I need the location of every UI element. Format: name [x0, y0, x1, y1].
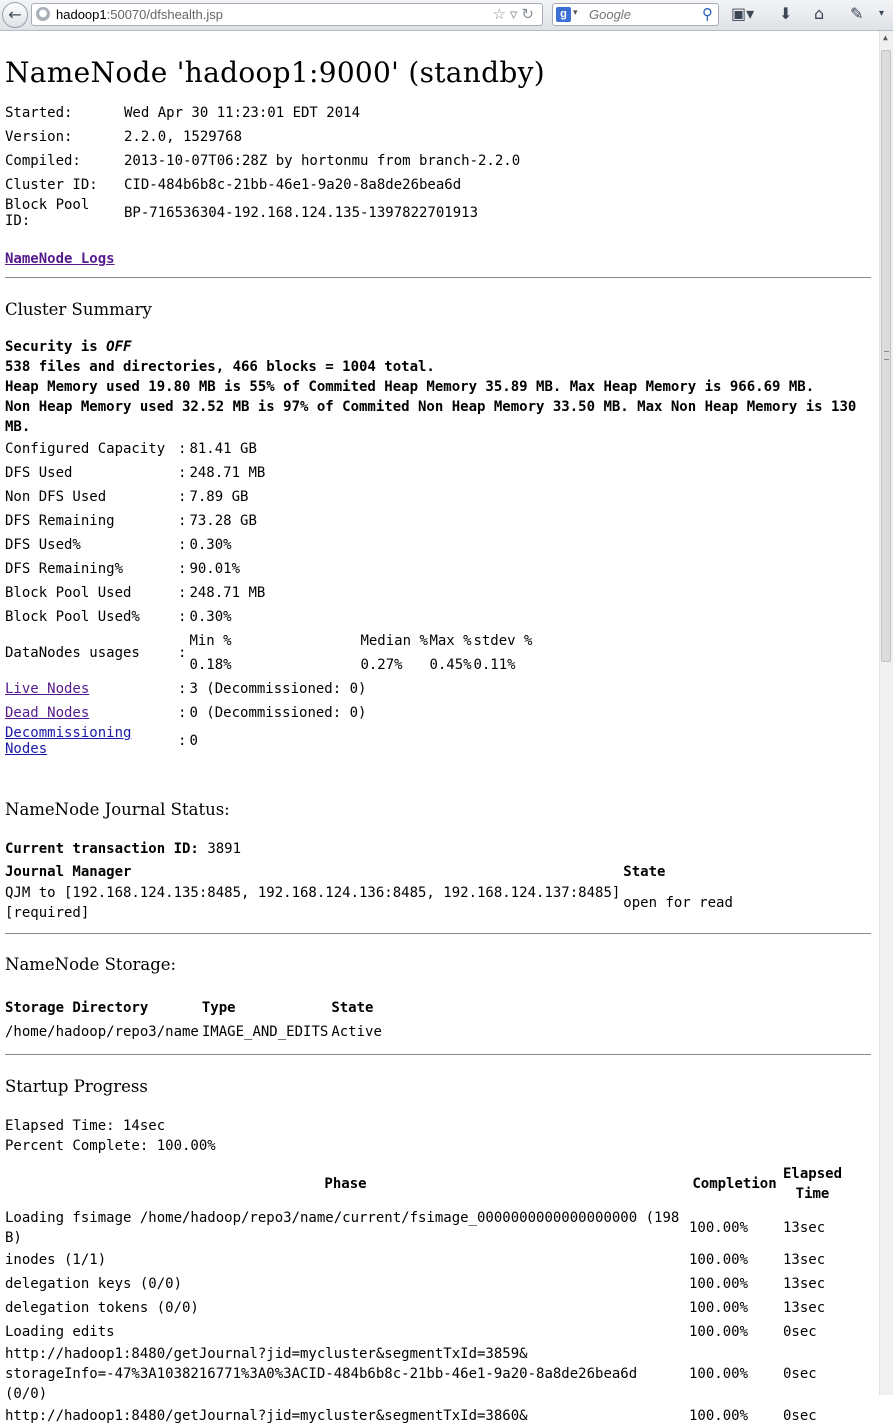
vertical-scrollbar[interactable] [879, 31, 893, 1395]
namenode-info-table [2, 101, 523, 229]
page-title: NameNode 'hadoop1:9000' (standby) [5, 56, 545, 89]
startup-phase-row [5, 1248, 842, 1272]
journal-status-heading: NameNode Journal Status: [5, 800, 230, 819]
phase-completion: 100.00% [689, 1408, 749, 1424]
phase-elapsed: 0sec [783, 1408, 817, 1424]
journal-state-value: open for read [623, 895, 733, 911]
capacity-row [5, 485, 532, 509]
usage-median-header: Median % [360, 633, 428, 649]
startup-phase-row [5, 1344, 842, 1404]
elapsed-header-line1: Elapsed [783, 1166, 843, 1182]
nonheap-memory-summary: Non Heap Memory used 32.52 MB is 97% of Commited Non Heap Memory 33.50 MB. Max Non Heap Memory is 130 MB. [5, 399, 857, 435]
phase-cell [5, 1272, 686, 1296]
colon: : [178, 585, 187, 601]
started-label: Started: [5, 105, 73, 121]
reload-icon[interactable]: ↻ [521, 5, 538, 23]
startup-phase-row [5, 1296, 842, 1320]
storage-state-value: Active [331, 1024, 382, 1040]
phase-name-continued: storageInfo=-47%3A1038216771%3A0%3ACID-484b6b8c-21bb-46e1-9a20-8a8de26bea6d (0/0) [5, 1366, 638, 1402]
browser-toolbar [0, 0, 893, 31]
startup-progress-table [2, 1160, 845, 1428]
capacity-label: Block Pool Used% [5, 609, 140, 625]
usage-max-header: Max % [429, 633, 472, 649]
capacity-label: DFS Remaining [5, 513, 115, 529]
colon: : [178, 441, 187, 457]
search-icon[interactable]: ⚲ [702, 5, 713, 23]
colon: : [178, 489, 187, 505]
heap-memory-summary: Heap Memory used 19.80 MB is 55% of Commited Heap Memory 35.89 MB. Max Heap Memory is 966.69 MB. [5, 379, 815, 395]
capacity-row [5, 461, 532, 485]
phase-cell [5, 1248, 686, 1272]
search-input[interactable] [589, 7, 689, 22]
colon: : [178, 609, 187, 625]
phase-completion: 100.00% [689, 1252, 749, 1268]
journal-manager-line2: [required] [5, 905, 90, 921]
txid-value: 3891 [207, 841, 242, 857]
capacity-label: Non DFS Used [5, 489, 107, 505]
decommissioning-nodes-link[interactable]: Decommissioning Nodes [5, 725, 132, 757]
capacity-label: Block Pool Used [5, 585, 132, 601]
overflow-menu-icon[interactable]: ▾ [879, 8, 885, 19]
startup-phase-row [5, 1208, 842, 1248]
storage-heading: NameNode Storage: [5, 955, 177, 974]
colon: : [178, 513, 187, 529]
dropdown-arrow-icon[interactable]: ▿ [509, 5, 522, 23]
current-txid [5, 839, 871, 859]
phase-name: inodes (1/1) [5, 1252, 107, 1268]
dead-nodes-value: 0 (Decommissioned: 0) [189, 705, 367, 721]
compiled-label: Compiled: [5, 153, 81, 169]
phase-elapsed: 13sec [783, 1252, 826, 1268]
phase-name: delegation tokens (0/0) [5, 1300, 199, 1316]
usage-median-value: 0.27% [360, 657, 403, 673]
storage-dir-value: /home/hadoop/repo3/name [5, 1024, 199, 1040]
capacity-value: 90.01% [189, 561, 241, 577]
capacity-value: 0.30% [189, 609, 232, 625]
google-engine-icon[interactable]: g [556, 7, 571, 22]
usage-stdev-value: 0.11% [473, 657, 516, 673]
compiled-value: 2013-10-07T06:28Z by hortonmu from branch-2.2.0 [124, 153, 521, 169]
elapsed-time-header [783, 1160, 842, 1208]
elapsed-header-line2: Time [795, 1186, 830, 1202]
namenode-logs-link[interactable]: NameNode Logs [5, 251, 115, 267]
phase-name: Loading edits [5, 1324, 115, 1340]
cluster-id-value: CID-484b6b8c-21bb-46e1-9a20-8a8de26bea6d [124, 177, 462, 193]
usages-table [189, 629, 532, 677]
startup-phase-row [5, 1320, 842, 1344]
phase-completion: 100.00% [689, 1300, 749, 1316]
capacity-label: DFS Remaining% [5, 561, 124, 577]
security-prefix: Security is [5, 339, 107, 355]
phase-name: http://hadoop1:8480/getJournal?jid=mycluster&segmentTxId=3860& [5, 1408, 528, 1424]
capacity-row [5, 533, 532, 557]
usage-min-header: Min % [189, 633, 232, 649]
phase-elapsed: 0sec [783, 1324, 817, 1340]
capacity-value: 7.89 GB [189, 489, 249, 505]
journal-manager-header: Journal Manager [5, 864, 132, 880]
decommissioning-nodes-value: 0 [189, 733, 198, 749]
startup-phase-row [5, 1272, 842, 1296]
usage-max-value: 0.45% [429, 657, 472, 673]
live-nodes-value: 3 (Decommissioned: 0) [189, 681, 367, 697]
phase-completion: 100.00% [689, 1366, 749, 1382]
search-bar[interactable] [552, 3, 719, 26]
capacity-value: 248.71 MB [189, 585, 266, 601]
storage-state-header: State [331, 1000, 374, 1016]
startup-progress-heading: Startup Progress [5, 1077, 148, 1096]
version-label: Version: [5, 129, 73, 145]
thumb-grip-icon [884, 351, 889, 360]
back-arrow-icon[interactable]: ← [2, 2, 28, 28]
capacity-row [5, 581, 532, 605]
phase-cell [5, 1320, 686, 1344]
phase-elapsed: 0sec [783, 1366, 817, 1382]
cluster-id-label: Cluster ID: [5, 177, 98, 193]
phase-completion: 100.00% [689, 1324, 749, 1340]
phase-cell [5, 1344, 686, 1404]
phase-elapsed: 13sec [783, 1276, 826, 1292]
colon: : [178, 561, 187, 577]
cluster-summary-heading: Cluster Summary [5, 300, 152, 319]
colon: : [178, 733, 187, 749]
capacity-row [5, 557, 532, 581]
phase-completion: 100.00% [689, 1220, 749, 1236]
startup-phase-row [5, 1404, 842, 1428]
version-value: 2.2.0, 1529768 [124, 129, 243, 145]
security-status [5, 337, 871, 357]
phase-completion: 100.00% [689, 1276, 749, 1292]
url-path: :50070/dfshealth.jsp [106, 7, 223, 22]
colon: : [178, 645, 187, 661]
files-summary: 538 files and directories, 466 blocks = 1004 total. [5, 359, 435, 375]
dead-nodes-link[interactable]: Dead Nodes [5, 705, 90, 721]
colon: : [178, 681, 187, 697]
scroll-thumb[interactable] [881, 50, 891, 662]
storage-table [2, 996, 385, 1044]
capacity-value: 73.28 GB [189, 513, 257, 529]
phase-header: Phase [324, 1176, 367, 1192]
capacity-row [5, 605, 532, 629]
engine-dropdown-icon[interactable]: ▾ [573, 8, 578, 18]
colon: : [178, 465, 187, 481]
datanodes-usages-label: DataNodes usages [5, 645, 140, 661]
scroll-up-arrow-icon[interactable]: ▲ [883, 33, 888, 42]
live-nodes-link[interactable]: Live Nodes [5, 681, 90, 697]
divider [5, 1054, 871, 1055]
block-pool-label: Block Pool ID: [5, 197, 90, 229]
phase-cell [5, 1404, 686, 1428]
journal-table [2, 861, 736, 923]
block-pool-value: BP-716536304-192.168.124.135-1397822701913 [124, 205, 479, 221]
phase-elapsed: 13sec [783, 1300, 826, 1316]
page-content [5, 31, 871, 1428]
addon-icon[interactable]: ✎ [850, 4, 864, 23]
url-text[interactable] [56, 7, 223, 22]
txid-label: Current transaction ID: [5, 841, 199, 857]
phase-elapsed: 13sec [783, 1220, 826, 1236]
download-icon[interactable]: ⬇ [779, 4, 793, 23]
storage-dir-header: Storage Directory [5, 1000, 149, 1016]
phase-cell [5, 1296, 686, 1320]
divider [5, 933, 871, 934]
usage-stdev-header: stdev % [473, 633, 533, 649]
elapsed-time: Elapsed Time: 14sec [5, 1118, 166, 1134]
colon: : [178, 705, 187, 721]
completion-header: Completion [692, 1176, 777, 1192]
address-bar[interactable] [31, 3, 543, 26]
phase-name: Loading fsimage /home/hadoop/repo3/name/current/fsimage_0000000000000000000 (198 B) [5, 1210, 680, 1246]
phase-name: http://hadoop1:8480/getJournal?jid=mycluster&segmentTxId=3859& [5, 1346, 528, 1362]
phase-cell [5, 1208, 686, 1248]
storage-type-value: IMAGE_AND_EDITS [201, 1024, 329, 1040]
home-icon[interactable]: ⌂ [814, 4, 825, 23]
usage-min-value: 0.18% [189, 657, 232, 673]
capacity-value: 248.71 MB [189, 465, 266, 481]
globe-icon: ● [36, 7, 50, 21]
percent-complete: Percent Complete: 100.00% [5, 1138, 216, 1154]
capacity-label: DFS Used% [5, 537, 81, 553]
capacity-label: Configured Capacity [5, 441, 166, 457]
url-actions [492, 5, 538, 23]
capacity-row [5, 437, 532, 461]
security-value: OFF [106, 339, 132, 355]
started-value: Wed Apr 30 11:23:01 EDT 2014 [124, 105, 361, 121]
capacity-value: 0.30% [189, 537, 232, 553]
journal-state-header: State [623, 864, 666, 880]
capacity-row [5, 509, 532, 533]
colon: : [178, 537, 187, 553]
phase-name: delegation keys (0/0) [5, 1276, 183, 1292]
url-host: hadoop1 [56, 7, 107, 22]
capacity-table [2, 437, 535, 757]
capacity-label: DFS Used [5, 465, 73, 481]
journal-manager-line1: QJM to [192.168.124.135:8485, 192.168.124.136:8485, 192.168.124.137:8485] [5, 885, 621, 901]
divider [5, 277, 871, 278]
bookmarks-menu-icon[interactable]: ▣▾ [731, 4, 755, 23]
capacity-value: 81.41 GB [189, 441, 257, 457]
journal-manager-cell [5, 883, 620, 923]
storage-type-header: Type [201, 1000, 236, 1016]
bookmark-star-icon[interactable]: ☆ [492, 5, 510, 23]
